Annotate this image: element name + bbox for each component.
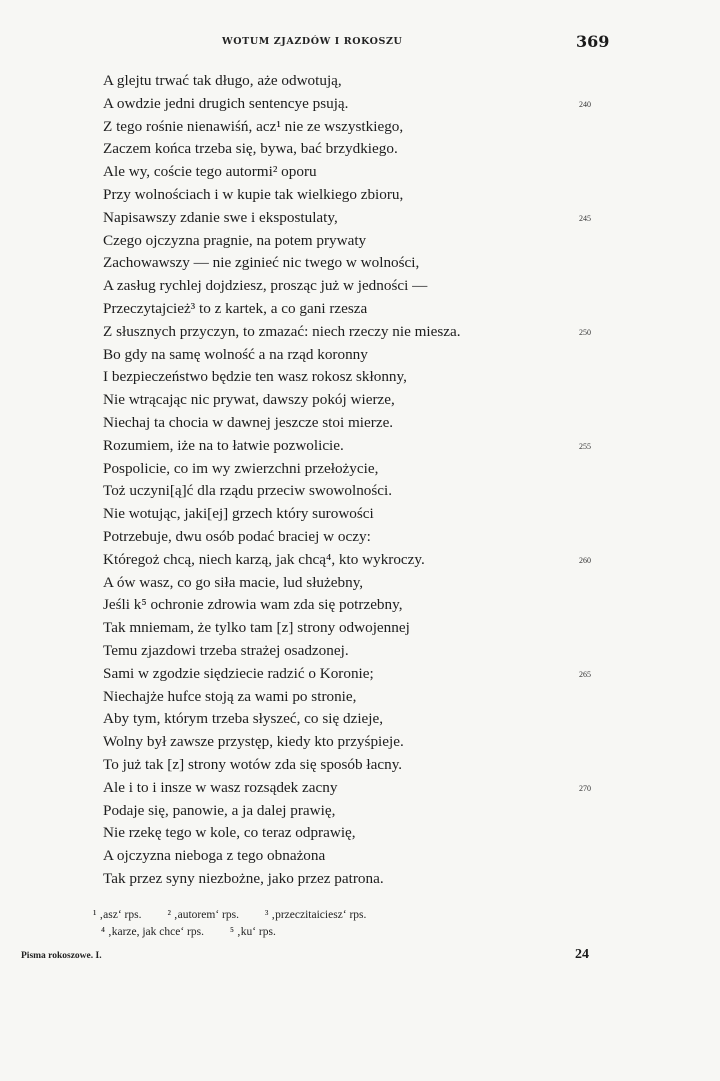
verse-text: Z tego rośnie nienawiśń, acz¹ nie ze wszystkiego, [103, 117, 404, 135]
verse-text: I bezpieczeństwo będzie ten wasz rokosz skłonny, [103, 368, 407, 386]
verse-line [103, 184, 603, 207]
verse-line [103, 845, 603, 868]
line-number: 265 [579, 669, 591, 679]
verse-line [103, 754, 603, 777]
verse-text: Ale wy, coście tego autormi² oporu [103, 163, 317, 181]
verse-line [103, 275, 603, 298]
footnote: ¹ ‚asz‘ rps. [93, 909, 142, 921]
verse-line [103, 344, 603, 367]
verse-line [103, 800, 603, 823]
verse-line [103, 412, 603, 435]
verse-text: Przeczytajcież³ to z kartek, a co gani rzesza [103, 299, 368, 317]
verse-text: Rozumiem, iże na to łatwie pozwolicie. [103, 436, 344, 454]
line-number: 255 [579, 441, 591, 451]
verse-line [103, 321, 603, 344]
line-number: 250 [579, 327, 591, 337]
verse-line [103, 480, 603, 503]
verse-text: Napisawszy zdanie swe i ekspostulaty, [103, 208, 338, 226]
verse-text: Niechaj ta chocia w dawnej jeszcze stoi mierze. [103, 413, 394, 431]
page-number: 369 [576, 32, 610, 51]
verse-text: Temu zjazdowi trzeba strażej osadzonej. [103, 641, 349, 659]
verse-text: Któregoż chcą, niech karzą, jak chcą⁴, kto wykroczy. [103, 550, 425, 568]
footnote-row [93, 907, 533, 924]
verse-line [103, 549, 603, 572]
verse-text: Wolny był zawsze przystęp, kiedy kto przyśpieje. [103, 733, 404, 751]
verse-text: Potrzebuje, dwu osób podać braciej w oczy: [103, 527, 371, 545]
verse-line [103, 116, 603, 139]
verse-text: A owdzie jedni drugich sentencye psują. [103, 94, 349, 112]
footnote: ³ ‚przeczitaiciesz‘ rps. [264, 909, 367, 921]
verse-text: Zachowawszy — nie zginieć nic twego w wolności, [103, 254, 420, 272]
verse-text: A zasług rychlej dojdziesz, prosząc już w jedności — [103, 277, 428, 295]
verse-line [103, 640, 603, 663]
verse-text: Nie wotując, jaki[ej] grzech który surowości [103, 505, 374, 523]
verse-line [103, 572, 603, 595]
verse-line [103, 526, 603, 549]
verse-text: Nie rzekę tego w kole, co teraz odprawię, [103, 824, 356, 842]
verse-line [103, 435, 603, 458]
verse-line [103, 686, 603, 709]
verse-line [103, 252, 603, 275]
signature-mark: Pisma rokoszowe. I. [21, 951, 102, 961]
line-number: 270 [579, 783, 591, 793]
verse-line [103, 389, 603, 412]
verse-text: A glejtu trwać tak długo, aże odwotują, [103, 72, 342, 89]
verse-line [103, 161, 603, 184]
footnotes [93, 907, 533, 941]
verse-line [103, 868, 603, 891]
verse-text: A ów wasz, co go siła macie, lud służebny, [103, 573, 364, 591]
poem-text [103, 70, 603, 891]
verse-text: Toż uczyni[ą]ć dla rządu przeciw swowolności. [103, 482, 393, 500]
verse-line [103, 708, 603, 731]
line-number: 240 [579, 99, 591, 109]
verse-line [103, 663, 603, 686]
verse-line [103, 503, 603, 526]
verse-text: Tak mniemam, że tylko tam [z] strony odwojennej [103, 619, 410, 637]
line-number: 245 [579, 213, 591, 223]
verse-text: Przy wolnościach i w kupie tak wielkiego zbioru, [103, 185, 404, 203]
verse-text: Aby tym, którym trzeba słyszeć, co się dzieje, [103, 710, 384, 728]
verse-line [103, 138, 603, 161]
footnote: ² ‚autorem‘ rps. [167, 909, 239, 921]
verse-text: Czego ojczyzna pragnie, na potem prywaty [103, 231, 367, 249]
verse-line [103, 822, 603, 845]
verse-line [103, 207, 603, 230]
verse-line [103, 731, 603, 754]
verse-line [103, 458, 603, 481]
verse-text: Zaczem końca trzeba się, bywa, bać brzydkiego. [103, 140, 398, 158]
verse-text: Nie wtrącając nic prywat, dawszy pokój wierze, [103, 391, 395, 409]
footnote: ⁵ ‚ku‘ rps. [229, 926, 276, 938]
verse-text: Z słusznych przyczyn, to zmazać: niech rzeczy nie miesza. [103, 322, 461, 340]
verse-line [103, 777, 603, 800]
verse-line [103, 594, 603, 617]
verse-line [103, 366, 603, 389]
verse-line [103, 93, 603, 116]
signature-number: 24 [575, 947, 589, 962]
verse-line [103, 298, 603, 321]
running-title: WOTUM ZJAZDÓW I ROKOSZU [222, 36, 403, 47]
verse-text: Niechajże hufce stoją za wami po stronie, [103, 687, 357, 705]
verse-text: A ojczyzna nieboga z tego obnażona [103, 847, 326, 865]
verse-text: To już tak [z] strony wotów zda się sposób łacny. [103, 755, 403, 773]
footnote-row [93, 924, 533, 941]
verse-text: Ale i to i insze w wasz rozsądek zacny [103, 778, 338, 796]
line-number: 260 [579, 555, 591, 565]
page-header [0, 32, 720, 56]
verse-text: Pospolicie, co im wy zwierzchni przełożycie, [103, 459, 379, 477]
verse-line [103, 70, 603, 93]
verse-text: Jeśli k⁵ ochronie zdrowia wam zda się potrzebny, [103, 596, 403, 614]
verse-text: Bo gdy na samę wolność a na rząd koronny [103, 345, 368, 363]
footnote: ⁴ ‚karze, jak chce‘ rps. [101, 926, 204, 938]
verse-text: Tak przez syny niezbożne, jako przez patrona. [103, 869, 384, 887]
verse-text: Sami w zgodzie siędziecie radzić o Koronie; [103, 664, 374, 682]
verse-line [103, 617, 603, 640]
verse-text: Podaje się, panowie, a ja dalej prawię, [103, 801, 336, 819]
verse-line [103, 230, 603, 253]
